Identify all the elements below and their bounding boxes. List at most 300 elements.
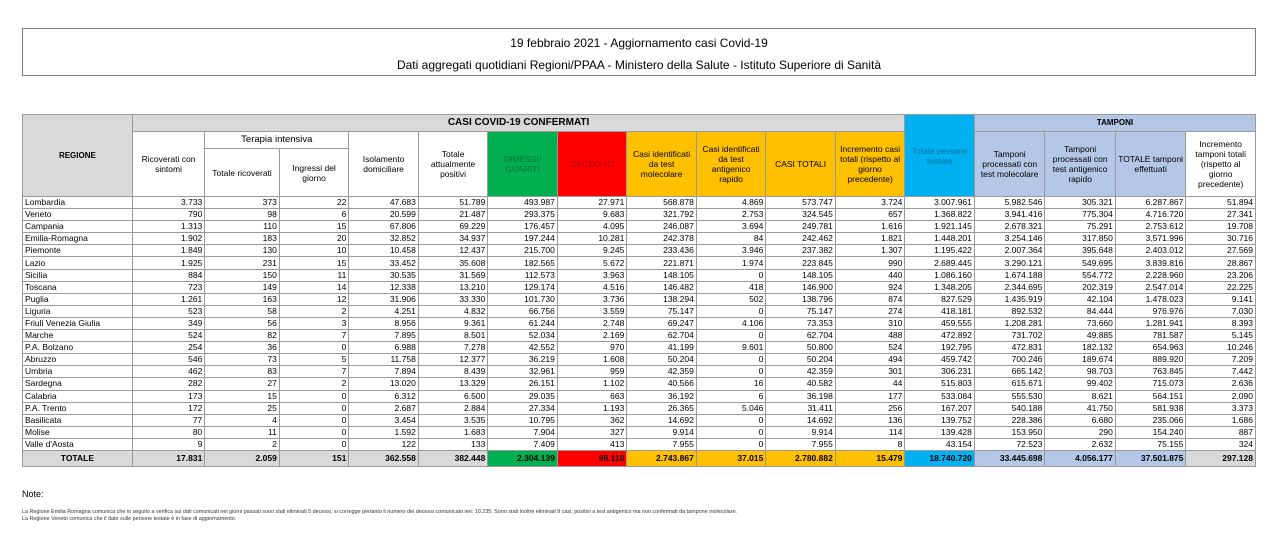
cell-tamponi-molecolare: 555.530 <box>974 390 1045 402</box>
table-row <box>23 209 1256 221</box>
cell-totale-ricoverati: 231 <box>205 257 280 269</box>
cell-dimessi: 36.219 <box>488 354 558 366</box>
cell-attualmente-positivi: 133 <box>418 438 488 450</box>
cell-persone-testate: 167.207 <box>905 402 975 414</box>
cell-attualmente-positivi: 34.937 <box>418 233 488 245</box>
cell-incremento: 256 <box>835 402 905 414</box>
cell-region: Puglia <box>23 293 133 305</box>
cell-ingressi: 0 <box>279 426 349 438</box>
cell-persone-testate: 1.348.205 <box>905 281 975 293</box>
cell-test-molecolare: 75.147 <box>627 305 697 317</box>
cell-deceduti: 970 <box>557 342 627 354</box>
notes-title: Note: <box>22 489 44 499</box>
table-row <box>23 269 1256 281</box>
cell-attualmente-positivi: 69.229 <box>418 221 488 233</box>
cell-casi-totali: 36.198 <box>766 390 836 402</box>
cell-isolamento: 10.458 <box>349 245 419 257</box>
cell-isolamento: 32.852 <box>349 233 419 245</box>
cell-tamponi-molecolare: 665.142 <box>974 366 1045 378</box>
cell-deceduti: 663 <box>557 390 627 402</box>
cell-tamponi-molecolare: 731.702 <box>974 330 1045 342</box>
cell-deceduti: 362 <box>557 414 627 426</box>
cell-incremento-tamponi: 3.373 <box>1186 402 1256 414</box>
cell-casi-totali: 73.353 <box>766 317 836 329</box>
cell-tamponi-antigenico: 395.648 <box>1045 245 1116 257</box>
cell-casi-totali: 2.780.882 <box>766 450 836 466</box>
cell-attualmente-positivi: 35.608 <box>418 257 488 269</box>
report-subtitle: Dati aggregati quotidiani Regioni/PPAA - Ministero della Salute - Istituto Superiore di Sanità <box>396 58 882 72</box>
cell-isolamento: 362.558 <box>349 450 419 466</box>
cell-persone-testate: 533.084 <box>905 390 975 402</box>
cell-incremento: 1.616 <box>835 221 905 233</box>
cell-totale-ricoverati: 2 <box>205 438 280 450</box>
cell-tamponi-molecolare: 228.386 <box>974 414 1045 426</box>
header-terapia-intensiva: Terapia intensiva <box>205 132 349 149</box>
cell-dimessi: 27.334 <box>488 402 558 414</box>
cell-totale-ricoverati: 2.059 <box>205 450 280 466</box>
cell-tamponi-totale: 6.287.867 <box>1115 197 1186 209</box>
cell-tamponi-antigenico: 549.695 <box>1045 257 1116 269</box>
cell-ricoverati: 282 <box>132 378 205 390</box>
cell-test-molecolare: 42.359 <box>627 366 697 378</box>
cell-totale-ricoverati: 130 <box>205 245 280 257</box>
cell-totale-ricoverati: 11 <box>205 426 280 438</box>
cell-deceduti: 10.281 <box>557 233 627 245</box>
cell-totale-ricoverati: 150 <box>205 269 280 281</box>
table-total-row <box>23 450 1256 466</box>
cell-incremento: 114 <box>835 426 905 438</box>
cell-dimessi: 42.552 <box>488 342 558 354</box>
cell-tamponi-molecolare: 700.246 <box>974 354 1045 366</box>
cell-ricoverati: 80 <box>132 426 205 438</box>
cell-ingressi: 6 <box>279 209 349 221</box>
cell-casi-totali: 237.382 <box>766 245 836 257</box>
cell-isolamento: 20.599 <box>349 209 419 221</box>
cell-tamponi-totale: 781.587 <box>1115 330 1186 342</box>
cell-incremento: 657 <box>835 209 905 221</box>
cell-region: P.A. Bolzano <box>23 342 133 354</box>
cell-isolamento: 122 <box>349 438 419 450</box>
cell-tamponi-totale: 1.281.941 <box>1115 317 1186 329</box>
cell-incremento: 924 <box>835 281 905 293</box>
cell-test-antigenico: 16 <box>696 378 766 390</box>
cell-tamponi-molecolare: 472.831 <box>974 342 1045 354</box>
cell-incremento: 440 <box>835 269 905 281</box>
cell-region: Marche <box>23 330 133 342</box>
cell-deceduti: 2.169 <box>557 330 627 342</box>
cell-dimessi: 197.244 <box>488 233 558 245</box>
cell-incremento: 310 <box>835 317 905 329</box>
header-regione: REGIONE <box>23 115 133 197</box>
cell-dimessi: 215.700 <box>488 245 558 257</box>
cell-incremento-tamponi: 27.569 <box>1186 245 1256 257</box>
table-row <box>23 426 1256 438</box>
cell-attualmente-positivi: 12.437 <box>418 245 488 257</box>
cell-ricoverati: 1.261 <box>132 293 205 305</box>
table-row <box>23 257 1256 269</box>
cell-deceduti: 3.963 <box>557 269 627 281</box>
cell-incremento-tamponi: 5.145 <box>1186 330 1256 342</box>
cell-attualmente-positivi: 3.535 <box>418 414 488 426</box>
cell-ricoverati: 462 <box>132 366 205 378</box>
cell-totale-ricoverati: 27 <box>205 378 280 390</box>
cell-persone-testate: 472.892 <box>905 330 975 342</box>
header-test-molecolare: Casi identificati da test molecolare <box>627 132 697 197</box>
cell-ricoverati: 254 <box>132 342 205 354</box>
cell-test-antigenico: 4.106 <box>696 317 766 329</box>
cell-dimessi: 129.174 <box>488 281 558 293</box>
cell-tamponi-molecolare: 153.950 <box>974 426 1045 438</box>
cell-tamponi-antigenico: 202.319 <box>1045 281 1116 293</box>
cell-test-molecolare: 7.955 <box>627 438 697 450</box>
cell-test-antigenico: 37.015 <box>696 450 766 466</box>
cell-ricoverati: 546 <box>132 354 205 366</box>
table-row <box>23 354 1256 366</box>
cell-test-molecolare: 36.192 <box>627 390 697 402</box>
header-casi-confermati: CASI COVID-19 CONFERMATI <box>132 115 905 132</box>
cell-incremento-tamponi: 7.209 <box>1186 354 1256 366</box>
cell-region: Campania <box>23 221 133 233</box>
header-isolamento: Isolamento domiciliare <box>349 132 419 197</box>
cell-tamponi-antigenico: 75.291 <box>1045 221 1116 233</box>
cell-region: Basilicata <box>23 414 133 426</box>
table-row <box>23 221 1256 233</box>
cell-casi-totali: 62.704 <box>766 330 836 342</box>
cell-test-molecolare: 2.743.867 <box>627 450 697 466</box>
cell-region: Veneto <box>23 209 133 221</box>
cell-persone-testate: 139.752 <box>905 414 975 426</box>
cell-casi-totali: 148.105 <box>766 269 836 281</box>
cell-tamponi-totale: 763.845 <box>1115 366 1186 378</box>
cell-casi-totali: 242.462 <box>766 233 836 245</box>
cell-tamponi-antigenico: 189.674 <box>1045 354 1116 366</box>
cell-test-molecolare: 14.692 <box>627 414 697 426</box>
cell-deceduti: 327 <box>557 426 627 438</box>
cell-ricoverati: 524 <box>132 330 205 342</box>
cell-tamponi-molecolare: 3.941.416 <box>974 209 1045 221</box>
cell-isolamento: 47.683 <box>349 197 419 209</box>
cell-test-antigenico: 4.869 <box>696 197 766 209</box>
cell-dimessi: 293.375 <box>488 209 558 221</box>
cell-deceduti: 413 <box>557 438 627 450</box>
cell-ricoverati: 17.831 <box>132 450 205 466</box>
cell-attualmente-positivi: 9.361 <box>418 317 488 329</box>
cell-test-antigenico: 0 <box>696 354 766 366</box>
cell-ingressi: 2 <box>279 378 349 390</box>
cell-incremento: 874 <box>835 293 905 305</box>
cell-tamponi-molecolare: 892.532 <box>974 305 1045 317</box>
cell-persone-testate: 515.803 <box>905 378 975 390</box>
cell-incremento: 44 <box>835 378 905 390</box>
cell-incremento-tamponi: 23.206 <box>1186 269 1256 281</box>
cell-test-molecolare: 246.087 <box>627 221 697 233</box>
cell-incremento: 177 <box>835 390 905 402</box>
cell-ricoverati: 349 <box>132 317 205 329</box>
header-tamponi-totale: TOTALE tamponi effettuati <box>1115 132 1186 197</box>
cell-isolamento: 1.592 <box>349 426 419 438</box>
cell-test-molecolare: 321.792 <box>627 209 697 221</box>
cell-incremento-tamponi: 324 <box>1186 438 1256 450</box>
cell-incremento-tamponi: 887 <box>1186 426 1256 438</box>
cell-attualmente-positivi: 21.487 <box>418 209 488 221</box>
cell-test-antigenico: 3.946 <box>696 245 766 257</box>
table-row <box>23 317 1256 329</box>
cell-ingressi: 2 <box>279 305 349 317</box>
cell-test-molecolare: 50.204 <box>627 354 697 366</box>
cell-ingressi: 15 <box>279 257 349 269</box>
cell-dimessi: 112.573 <box>488 269 558 281</box>
cell-dimessi: 66.756 <box>488 305 558 317</box>
cell-tamponi-molecolare: 1.674.188 <box>974 269 1045 281</box>
cell-ricoverati: 790 <box>132 209 205 221</box>
cell-tamponi-antigenico: 49.885 <box>1045 330 1116 342</box>
cell-deceduti: 9.245 <box>557 245 627 257</box>
cell-isolamento: 6.312 <box>349 390 419 402</box>
cell-persone-testate: 459.555 <box>905 317 975 329</box>
cell-persone-testate: 18.740.720 <box>905 450 975 466</box>
cell-isolamento: 2.687 <box>349 402 419 414</box>
table-row <box>23 390 1256 402</box>
cell-tamponi-antigenico: 317.850 <box>1045 233 1116 245</box>
cell-tamponi-totale: 3.571.996 <box>1115 233 1186 245</box>
cell-deceduti: 1.608 <box>557 354 627 366</box>
cell-casi-totali: 7.955 <box>766 438 836 450</box>
cell-attualmente-positivi: 382.448 <box>418 450 488 466</box>
cell-dimessi: 2.304.139 <box>488 450 558 466</box>
cell-incremento: 990 <box>835 257 905 269</box>
cell-tamponi-totale: 2.403.012 <box>1115 245 1186 257</box>
header-attualmente-positivi: Totale attualmente positivi <box>418 132 488 197</box>
cell-deceduti: 959 <box>557 366 627 378</box>
cell-persone-testate: 1.195.422 <box>905 245 975 257</box>
table-row <box>23 233 1256 245</box>
cell-test-molecolare: 62.704 <box>627 330 697 342</box>
cell-tamponi-molecolare: 3.290.121 <box>974 257 1045 269</box>
cell-ricoverati: 77 <box>132 414 205 426</box>
cell-region: Piemonte <box>23 245 133 257</box>
cell-ingressi: 0 <box>279 438 349 450</box>
cell-ricoverati: 172 <box>132 402 205 414</box>
cell-isolamento: 67.806 <box>349 221 419 233</box>
cell-attualmente-positivi: 33.330 <box>418 293 488 305</box>
cell-casi-totali: 75.147 <box>766 305 836 317</box>
cell-ricoverati: 523 <box>132 305 205 317</box>
cell-region: TOTALE <box>23 450 133 466</box>
cell-dimessi: 61.244 <box>488 317 558 329</box>
cell-tamponi-totale: 37.501.875 <box>1115 450 1186 466</box>
cell-region: Sicilia <box>23 269 133 281</box>
table-row <box>23 402 1256 414</box>
cell-test-antigenico: 2.753 <box>696 209 766 221</box>
cell-ingressi: 0 <box>279 342 349 354</box>
cell-incremento: 15.479 <box>835 450 905 466</box>
cell-region: Liguria <box>23 305 133 317</box>
table-row <box>23 330 1256 342</box>
cell-test-molecolare: 568.878 <box>627 197 697 209</box>
cell-totale-ricoverati: 163 <box>205 293 280 305</box>
cell-test-antigenico: 0 <box>696 426 766 438</box>
cell-tamponi-antigenico: 8.621 <box>1045 390 1116 402</box>
cell-dimessi: 26.151 <box>488 378 558 390</box>
cell-region: Calabria <box>23 390 133 402</box>
cell-ingressi: 5 <box>279 354 349 366</box>
cell-isolamento: 31.906 <box>349 293 419 305</box>
report-title: 19 febbraio 2021 - Aggiornamento casi Covid-19 <box>510 36 768 50</box>
cell-tamponi-totale: 3.839.816 <box>1115 257 1186 269</box>
cell-isolamento: 3.454 <box>349 414 419 426</box>
cell-test-antigenico: 0 <box>696 305 766 317</box>
cell-persone-testate: 139.428 <box>905 426 975 438</box>
cell-deceduti: 9.683 <box>557 209 627 221</box>
table-row <box>23 245 1256 257</box>
cell-incremento-tamponi: 51.894 <box>1186 197 1256 209</box>
cell-incremento-tamponi: 19.708 <box>1186 221 1256 233</box>
cell-tamponi-antigenico: 554.772 <box>1045 269 1116 281</box>
cell-attualmente-positivi: 4.832 <box>418 305 488 317</box>
cell-incremento-tamponi: 2.636 <box>1186 378 1256 390</box>
cell-totale-ricoverati: 373 <box>205 197 280 209</box>
cell-tamponi-antigenico: 41.750 <box>1045 402 1116 414</box>
cell-test-antigenico: 0 <box>696 366 766 378</box>
cell-region: Friuli Venezia Giulia <box>23 317 133 329</box>
cell-deceduti: 4.516 <box>557 281 627 293</box>
cell-dimessi: 176.457 <box>488 221 558 233</box>
cell-persone-testate: 3.007.961 <box>905 197 975 209</box>
cell-isolamento: 8.956 <box>349 317 419 329</box>
cell-attualmente-positivi: 12.377 <box>418 354 488 366</box>
table-row <box>23 305 1256 317</box>
cell-deceduti: 5.672 <box>557 257 627 269</box>
cell-test-molecolare: 40.566 <box>627 378 697 390</box>
cell-casi-totali: 249.781 <box>766 221 836 233</box>
cell-region: Molise <box>23 426 133 438</box>
cell-tamponi-totale: 1.478.023 <box>1115 293 1186 305</box>
cell-ingressi: 0 <box>279 390 349 402</box>
cell-persone-testate: 1.921.145 <box>905 221 975 233</box>
cell-totale-ricoverati: 149 <box>205 281 280 293</box>
cell-test-molecolare: 148.105 <box>627 269 697 281</box>
cell-attualmente-positivi: 8.501 <box>418 330 488 342</box>
cell-incremento-tamponi: 10.246 <box>1186 342 1256 354</box>
header-incremento: Incremento casi totali (rispetto al giorno precedente) <box>835 132 905 197</box>
cell-attualmente-positivi: 13.210 <box>418 281 488 293</box>
cell-incremento-tamponi: 1.686 <box>1186 414 1256 426</box>
cell-incremento-tamponi: 30.716 <box>1186 233 1256 245</box>
cell-incremento-tamponi: 7.442 <box>1186 366 1256 378</box>
cell-test-antigenico: 1.974 <box>696 257 766 269</box>
cell-totale-ricoverati: 56 <box>205 317 280 329</box>
cell-dimessi: 7.904 <box>488 426 558 438</box>
cell-incremento: 524 <box>835 342 905 354</box>
header-test-antigenico: Casi identificati da test antigenico rapido <box>696 132 766 197</box>
cell-tamponi-antigenico: 775.304 <box>1045 209 1116 221</box>
cell-incremento-tamponi: 9.141 <box>1186 293 1256 305</box>
cell-ingressi: 14 <box>279 281 349 293</box>
cell-isolamento: 11.758 <box>349 354 419 366</box>
cell-tamponi-molecolare: 1.435.919 <box>974 293 1045 305</box>
cell-isolamento: 7.895 <box>349 330 419 342</box>
cell-casi-totali: 50.204 <box>766 354 836 366</box>
cell-region: Umbria <box>23 366 133 378</box>
cell-dimessi: 10.795 <box>488 414 558 426</box>
cell-persone-testate: 1.448.201 <box>905 233 975 245</box>
cell-tamponi-totale: 889.920 <box>1115 354 1186 366</box>
cell-ingressi: 12 <box>279 293 349 305</box>
cell-tamponi-molecolare: 33.445.698 <box>974 450 1045 466</box>
cell-attualmente-positivi: 2.884 <box>418 402 488 414</box>
cell-tamponi-totale: 154.240 <box>1115 426 1186 438</box>
cell-incremento-tamponi: 7.030 <box>1186 305 1256 317</box>
cell-test-molecolare: 146.482 <box>627 281 697 293</box>
cell-totale-ricoverati: 98 <box>205 209 280 221</box>
cell-casi-totali: 138.796 <box>766 293 836 305</box>
cell-dimessi: 182.565 <box>488 257 558 269</box>
cell-region: Toscana <box>23 281 133 293</box>
cell-persone-testate: 1.086.160 <box>905 269 975 281</box>
cell-tamponi-antigenico: 2.632 <box>1045 438 1116 450</box>
cell-attualmente-positivi: 7.278 <box>418 342 488 354</box>
cell-tamponi-molecolare: 72.523 <box>974 438 1045 450</box>
cell-attualmente-positivi: 8.439 <box>418 366 488 378</box>
cell-incremento-tamponi: 2.090 <box>1186 390 1256 402</box>
cell-incremento-tamponi: 28.867 <box>1186 257 1256 269</box>
cell-persone-testate: 1.368.822 <box>905 209 975 221</box>
cell-attualmente-positivi: 1.683 <box>418 426 488 438</box>
cell-test-molecolare: 41.199 <box>627 342 697 354</box>
cell-incremento: 1.821 <box>835 233 905 245</box>
cell-tamponi-totale: 581.938 <box>1115 402 1186 414</box>
cell-dimessi: 493.987 <box>488 197 558 209</box>
cell-isolamento: 4.251 <box>349 305 419 317</box>
cell-tamponi-totale: 4.716.720 <box>1115 209 1186 221</box>
cell-persone-testate: 43.154 <box>905 438 975 450</box>
cell-test-antigenico: 0 <box>696 269 766 281</box>
cell-persone-testate: 2.689.445 <box>905 257 975 269</box>
cell-totale-ricoverati: 15 <box>205 390 280 402</box>
header-casi-totali: CASI TOTALI <box>766 132 836 197</box>
cell-tamponi-antigenico: 290 <box>1045 426 1116 438</box>
cell-casi-totali: 50.800 <box>766 342 836 354</box>
cell-ingressi: 151 <box>279 450 349 466</box>
cell-deceduti: 3.736 <box>557 293 627 305</box>
cell-test-molecolare: 69.247 <box>627 317 697 329</box>
cell-totale-ricoverati: 58 <box>205 305 280 317</box>
cell-persone-testate: 827.529 <box>905 293 975 305</box>
cell-totale-ricoverati: 36 <box>205 342 280 354</box>
cell-casi-totali: 324.545 <box>766 209 836 221</box>
cell-ingressi: 22 <box>279 197 349 209</box>
cell-attualmente-positivi: 51.789 <box>418 197 488 209</box>
cell-test-antigenico: 5.046 <box>696 402 766 414</box>
cell-deceduti: 1.102 <box>557 378 627 390</box>
cell-deceduti: 1.193 <box>557 402 627 414</box>
cell-tamponi-antigenico: 182.132 <box>1045 342 1116 354</box>
cell-ingressi: 7 <box>279 366 349 378</box>
cell-deceduti: 96.110 <box>557 450 627 466</box>
cell-ricoverati: 1.849 <box>132 245 205 257</box>
cell-attualmente-positivi: 6.500 <box>418 390 488 402</box>
cell-incremento: 136 <box>835 414 905 426</box>
cell-persone-testate: 192.795 <box>905 342 975 354</box>
cell-ricoverati: 173 <box>132 390 205 402</box>
cell-tamponi-antigenico: 4.056.177 <box>1045 450 1116 466</box>
header-tamponi-antigenico: Tamponi processati con test antigenico rapido <box>1045 132 1116 197</box>
cell-ingressi: 0 <box>279 414 349 426</box>
cell-incremento-tamponi: 27.341 <box>1186 209 1256 221</box>
cell-ricoverati: 1.313 <box>132 221 205 233</box>
cell-dimessi: 32.961 <box>488 366 558 378</box>
cell-test-molecolare: 221.871 <box>627 257 697 269</box>
